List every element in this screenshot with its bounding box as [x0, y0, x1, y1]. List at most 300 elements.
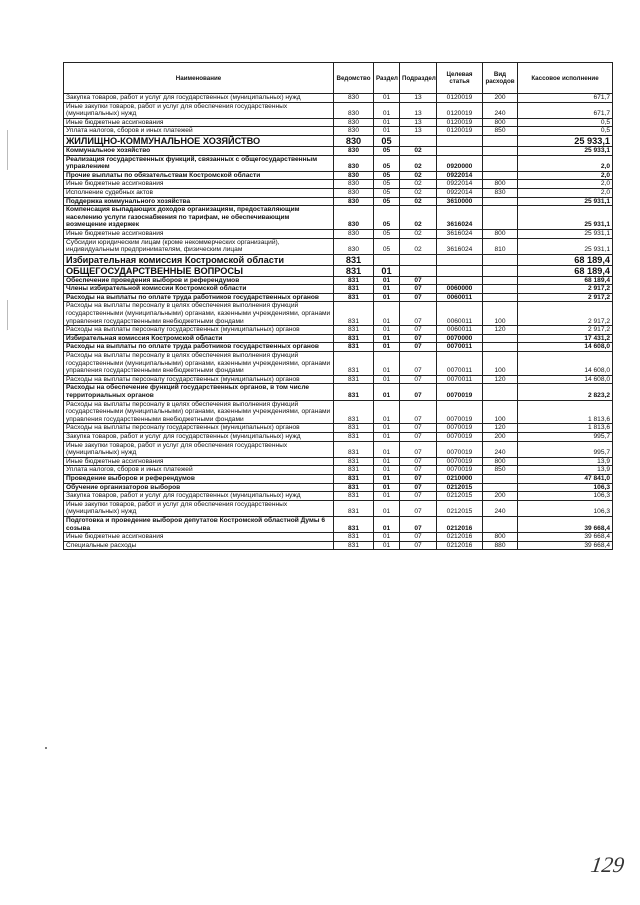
- row-exp-type: 100: [483, 400, 518, 424]
- table-row: [64, 265, 613, 276]
- row-exp-type: [483, 285, 518, 294]
- row-dept: 831: [334, 254, 374, 265]
- table-row: [64, 500, 613, 516]
- row-subsection: 02: [400, 197, 437, 206]
- row-amount: 0,5: [518, 118, 613, 127]
- row-target: 0070019: [437, 466, 483, 475]
- row-target: 0070019: [437, 432, 483, 441]
- row-dept: 831: [334, 352, 374, 376]
- row-target: 0070011: [437, 352, 483, 376]
- row-target: 3616024: [437, 238, 483, 254]
- row-dept: 831: [334, 424, 374, 433]
- row-section: 05: [374, 155, 400, 171]
- row-dept: 831: [334, 384, 374, 400]
- row-subsection: 02: [400, 188, 437, 197]
- row-subsection: 07: [400, 516, 437, 532]
- row-amount: 995,7: [518, 441, 613, 457]
- row-name: Прочие выплаты по обязательствам Костромской области: [64, 171, 334, 180]
- row-section: 05: [374, 146, 400, 155]
- col-header-amount: Кассовое исполнение: [518, 63, 613, 94]
- row-subsection: 07: [400, 474, 437, 483]
- row-section: 01: [374, 533, 400, 542]
- table-row: [64, 102, 613, 118]
- row-amount: 68 189,4: [518, 276, 613, 285]
- row-amount: 25 931,1: [518, 229, 613, 238]
- row-name: Закупка товаров, работ и услуг для государственных (муниципальных) нужд: [64, 492, 334, 501]
- row-section: 01: [374, 276, 400, 285]
- row-name: Иные бюджетные ассигнования: [64, 180, 334, 189]
- row-dept: 831: [334, 285, 374, 294]
- row-subsection: 07: [400, 533, 437, 542]
- row-subsection: 07: [400, 293, 437, 302]
- row-section: 05: [374, 238, 400, 254]
- table-row: [64, 127, 613, 136]
- row-name: Иные закупки товаров, работ и услуг для обеспечения государственных (муниципальных) нужд: [64, 441, 334, 457]
- row-subsection: 07: [400, 424, 437, 433]
- row-dept: 831: [334, 302, 374, 326]
- row-exp-type: [483, 384, 518, 400]
- row-target: [437, 135, 483, 146]
- row-target: 0070011: [437, 375, 483, 384]
- row-name: Уплата налогов, сборов и иных платежей: [64, 466, 334, 475]
- row-name: Реализация государственных функций, связанных с общегосударственным управлением: [64, 155, 334, 171]
- table-row: [64, 466, 613, 475]
- col-header-name: Наименование: [64, 63, 334, 94]
- row-name: Расходы на обеспечение функций государственных органов, в том числе территориальных органов: [64, 384, 334, 400]
- table-row: [64, 492, 613, 501]
- row-name: Расходы на выплаты персоналу в целях обеспечения выполнения функций государственными (муниципальными) органами, казенными учреждениями, органами управления государственными внебюджетными фондами: [64, 400, 334, 424]
- row-exp-type: [483, 254, 518, 265]
- row-dept: 831: [334, 265, 374, 276]
- row-amount: 671,7: [518, 94, 613, 103]
- row-amount: 13,9: [518, 457, 613, 466]
- row-dept: 830: [334, 229, 374, 238]
- row-amount: 995,7: [518, 432, 613, 441]
- row-name: Расходы на выплаты по оплате труда работников государственных органов: [64, 343, 334, 352]
- row-subsection: 07: [400, 492, 437, 501]
- row-amount: 2 917,2: [518, 302, 613, 326]
- row-dept: 830: [334, 206, 374, 230]
- row-exp-type: 120: [483, 375, 518, 384]
- row-name: Коммунальное хозяйство: [64, 146, 334, 155]
- row-exp-type: [483, 206, 518, 230]
- table-row: [64, 293, 613, 302]
- row-dept: 831: [334, 375, 374, 384]
- row-name: Избирательная комиссия Костромской области: [64, 254, 334, 265]
- row-name: Специальные расходы: [64, 541, 334, 550]
- row-subsection: 07: [400, 352, 437, 376]
- row-name: Расходы на выплаты персоналу государственных (муниципальных) органов: [64, 326, 334, 335]
- row-amount: 17 431,2: [518, 334, 613, 343]
- row-target: [437, 265, 483, 276]
- table-row: [64, 188, 613, 197]
- row-target: 0060011: [437, 302, 483, 326]
- row-exp-type: 240: [483, 500, 518, 516]
- margin-mark: [7, 130, 8, 170]
- row-exp-type: [483, 146, 518, 155]
- row-exp-type: 800: [483, 457, 518, 466]
- row-name: Избирательная комиссия Костромской области: [64, 334, 334, 343]
- row-section: 05: [374, 197, 400, 206]
- row-exp-type: 100: [483, 352, 518, 376]
- row-section: 01: [374, 265, 400, 276]
- row-exp-type: 830: [483, 188, 518, 197]
- row-amount: 13,9: [518, 466, 613, 475]
- row-subsection: 02: [400, 171, 437, 180]
- table-row: [64, 254, 613, 265]
- row-exp-type: 850: [483, 466, 518, 475]
- row-exp-type: [483, 265, 518, 276]
- row-exp-type: 200: [483, 432, 518, 441]
- row-amount: 47 841,0: [518, 474, 613, 483]
- row-subsection: 07: [400, 483, 437, 492]
- col-header-exp-type: Вид расходов: [483, 63, 518, 94]
- row-name: Иные бюджетные ассигнования: [64, 118, 334, 127]
- table-row: [64, 302, 613, 326]
- row-target: 0070000: [437, 334, 483, 343]
- table-row: [64, 441, 613, 457]
- row-exp-type: [483, 483, 518, 492]
- row-section: 01: [374, 293, 400, 302]
- row-dept: 831: [334, 334, 374, 343]
- row-dept: 831: [334, 516, 374, 532]
- row-target: 0060000: [437, 285, 483, 294]
- col-header-target: Целевая статья: [437, 63, 483, 94]
- row-target: 0212015: [437, 492, 483, 501]
- row-section: 01: [374, 500, 400, 516]
- row-name: Расходы на выплаты по оплате труда работников государственных органов: [64, 293, 334, 302]
- row-section: 01: [374, 432, 400, 441]
- row-amount: 0,5: [518, 127, 613, 136]
- row-exp-type: [483, 135, 518, 146]
- row-section: 05: [374, 180, 400, 189]
- row-dept: 831: [334, 276, 374, 285]
- row-amount: 68 189,4: [518, 265, 613, 276]
- row-dept: 831: [334, 533, 374, 542]
- row-dept: 831: [334, 483, 374, 492]
- budget-table-sheet: [63, 62, 612, 550]
- row-amount: 25 933,1: [518, 146, 613, 155]
- row-subsection: 13: [400, 118, 437, 127]
- row-target: 0120019: [437, 94, 483, 103]
- table-row: [64, 238, 613, 254]
- row-exp-type: 800: [483, 180, 518, 189]
- row-amount: 2,0: [518, 171, 613, 180]
- col-header-dept: Ведомство: [334, 63, 374, 94]
- row-name: Расходы на выплаты персоналу государственных (муниципальных) органов: [64, 375, 334, 384]
- row-amount: 14 608,0: [518, 343, 613, 352]
- row-name: Иные закупки товаров, работ и услуг для обеспечения государственных (муниципальных) нужд: [64, 102, 334, 118]
- row-target: 0922014: [437, 180, 483, 189]
- row-amount: 2 917,2: [518, 293, 613, 302]
- row-section: 01: [374, 441, 400, 457]
- row-subsection: [400, 254, 437, 265]
- row-exp-type: [483, 334, 518, 343]
- row-exp-type: [483, 516, 518, 532]
- row-dept: 830: [334, 155, 374, 171]
- row-dept: 831: [334, 400, 374, 424]
- row-target: 0070019: [437, 424, 483, 433]
- row-target: 3616024: [437, 206, 483, 230]
- row-subsection: 07: [400, 343, 437, 352]
- row-name: Расходы на выплаты персоналу в целях обеспечения выполнения функций государственными (муниципальными) органами, казенными учреждениями, органами управления государственными внебюджетными фондами: [64, 302, 334, 326]
- table-row: [64, 400, 613, 424]
- row-section: 01: [374, 424, 400, 433]
- table-row: [64, 155, 613, 171]
- row-name: Закупка товаров, работ и услуг для государственных (муниципальных) нужд: [64, 432, 334, 441]
- row-amount: 25 931,1: [518, 238, 613, 254]
- row-exp-type: [483, 343, 518, 352]
- col-header-subsection: Подраздел: [400, 63, 437, 94]
- table-row: [64, 352, 613, 376]
- row-name: Члены избирательной комиссии Костромской области: [64, 285, 334, 294]
- row-subsection: 13: [400, 102, 437, 118]
- row-subsection: 07: [400, 302, 437, 326]
- row-subsection: 13: [400, 94, 437, 103]
- row-dept: 831: [334, 326, 374, 335]
- table-row: [64, 276, 613, 285]
- row-dept: 831: [334, 432, 374, 441]
- row-section: 01: [374, 118, 400, 127]
- row-amount: 14 608,0: [518, 352, 613, 376]
- row-target: [437, 276, 483, 285]
- row-subsection: 07: [400, 441, 437, 457]
- row-subsection: 07: [400, 457, 437, 466]
- row-exp-type: 100: [483, 302, 518, 326]
- row-subsection: 07: [400, 334, 437, 343]
- row-section: 01: [374, 334, 400, 343]
- row-name: ЖИЛИЩНО-КОММУНАЛЬНОЕ ХОЗЯЙСТВО: [64, 135, 334, 146]
- row-name: Расходы на выплаты персоналу государственных (муниципальных) органов: [64, 424, 334, 433]
- row-amount: 14 608,0: [518, 375, 613, 384]
- row-target: 0070019: [437, 384, 483, 400]
- row-amount: 1 813,6: [518, 400, 613, 424]
- table-row: [64, 326, 613, 335]
- row-section: [374, 254, 400, 265]
- row-exp-type: [483, 293, 518, 302]
- row-amount: 106,3: [518, 483, 613, 492]
- table-row: [64, 384, 613, 400]
- row-section: 01: [374, 457, 400, 466]
- row-section: 05: [374, 188, 400, 197]
- row-dept: 830: [334, 94, 374, 103]
- row-section: 01: [374, 102, 400, 118]
- row-subsection: 07: [400, 400, 437, 424]
- page-number: 129: [589, 852, 626, 877]
- row-target: 0212016: [437, 541, 483, 550]
- table-row: [64, 171, 613, 180]
- row-target: [437, 254, 483, 265]
- row-target: 0120019: [437, 102, 483, 118]
- row-subsection: 02: [400, 146, 437, 155]
- row-section: 01: [374, 400, 400, 424]
- row-exp-type: 880: [483, 541, 518, 550]
- row-name: Уплата налогов, сборов и иных платежей: [64, 127, 334, 136]
- row-name: Иные бюджетные ассигнования: [64, 229, 334, 238]
- row-section: 01: [374, 352, 400, 376]
- table-row: [64, 375, 613, 384]
- row-amount: 25 931,1: [518, 206, 613, 230]
- row-subsection: 07: [400, 326, 437, 335]
- row-exp-type: [483, 171, 518, 180]
- row-section: 05: [374, 135, 400, 146]
- row-subsection: [400, 135, 437, 146]
- row-section: 01: [374, 516, 400, 532]
- row-target: 0060011: [437, 326, 483, 335]
- row-section: 01: [374, 343, 400, 352]
- row-target: 3610000: [437, 197, 483, 206]
- row-section: 01: [374, 466, 400, 475]
- row-subsection: 07: [400, 375, 437, 384]
- table-header: [64, 63, 613, 94]
- table-row: [64, 118, 613, 127]
- row-amount: 2,0: [518, 155, 613, 171]
- row-section: 01: [374, 127, 400, 136]
- row-subsection: 07: [400, 541, 437, 550]
- row-section: 01: [374, 94, 400, 103]
- row-amount: 39 668,4: [518, 541, 613, 550]
- row-name: ОБЩЕГОСУДАРСТВЕННЫЕ ВОПРОСЫ: [64, 265, 334, 276]
- row-dept: 830: [334, 146, 374, 155]
- row-target: 0070019: [437, 457, 483, 466]
- row-exp-type: 120: [483, 326, 518, 335]
- row-name: Компенсация выпадающих доходов организациям, предоставляющим населению услуги газоснабжения по тарифам, не обеспечивающим возмещение издержек: [64, 206, 334, 230]
- row-amount: 68 189,4: [518, 254, 613, 265]
- row-amount: 1 813,6: [518, 424, 613, 433]
- table-row: [64, 541, 613, 550]
- row-amount: 2,0: [518, 180, 613, 189]
- row-subsection: 02: [400, 206, 437, 230]
- row-target: 3616024: [437, 229, 483, 238]
- row-amount: 2,0: [518, 188, 613, 197]
- row-exp-type: 240: [483, 441, 518, 457]
- row-exp-type: 800: [483, 229, 518, 238]
- row-amount: 671,7: [518, 102, 613, 118]
- row-section: 01: [374, 384, 400, 400]
- row-name: Поддержка коммунального хозяйства: [64, 197, 334, 206]
- table-row: [64, 457, 613, 466]
- row-name: Обучение организаторов выборов: [64, 483, 334, 492]
- row-dept: 831: [334, 343, 374, 352]
- row-target: 0920000: [437, 155, 483, 171]
- table-body: [64, 94, 613, 550]
- row-amount: 39 668,4: [518, 516, 613, 532]
- table-row: [64, 334, 613, 343]
- row-section: 01: [374, 375, 400, 384]
- row-section: 01: [374, 326, 400, 335]
- row-target: 0120019: [437, 118, 483, 127]
- row-section: 01: [374, 541, 400, 550]
- row-amount: 25 931,1: [518, 197, 613, 206]
- table-row: [64, 94, 613, 103]
- row-exp-type: [483, 276, 518, 285]
- row-exp-type: 200: [483, 94, 518, 103]
- row-section: 01: [374, 474, 400, 483]
- row-subsection: 07: [400, 285, 437, 294]
- row-section: 05: [374, 206, 400, 230]
- table-row: [64, 135, 613, 146]
- row-dept: 831: [334, 492, 374, 501]
- row-target: 0070019: [437, 400, 483, 424]
- row-target: 0212016: [437, 533, 483, 542]
- row-exp-type: 800: [483, 533, 518, 542]
- row-section: 05: [374, 171, 400, 180]
- row-exp-type: [483, 155, 518, 171]
- col-header-section: Раздел: [374, 63, 400, 94]
- row-target: 0922014: [437, 188, 483, 197]
- row-subsection: 07: [400, 432, 437, 441]
- row-target: 0210000: [437, 474, 483, 483]
- row-target: 0922014: [437, 171, 483, 180]
- row-section: 05: [374, 229, 400, 238]
- row-name: Подготовка и проведение выборов депутатов Костромской областной Думы 6 созыва: [64, 516, 334, 532]
- row-dept: 830: [334, 180, 374, 189]
- row-dept: 830: [334, 118, 374, 127]
- budget-execution-table: [63, 62, 613, 550]
- row-subsection: 02: [400, 238, 437, 254]
- row-target: 0212015: [437, 500, 483, 516]
- row-dept: 830: [334, 127, 374, 136]
- row-amount: 2 917,2: [518, 326, 613, 335]
- table-row: [64, 229, 613, 238]
- row-name: Обеспечение проведения выборов и референдумов: [64, 276, 334, 285]
- row-target: 0212015: [437, 483, 483, 492]
- table-row: [64, 483, 613, 492]
- row-exp-type: [483, 197, 518, 206]
- row-dept: 831: [334, 500, 374, 516]
- row-subsection: 02: [400, 180, 437, 189]
- table-row: [64, 516, 613, 532]
- row-amount: 2 917,2: [518, 285, 613, 294]
- row-amount: 106,3: [518, 492, 613, 501]
- row-name: Иные бюджетные ассигнования: [64, 533, 334, 542]
- row-subsection: [400, 265, 437, 276]
- row-subsection: 07: [400, 276, 437, 285]
- table-row: [64, 432, 613, 441]
- row-section: 01: [374, 492, 400, 501]
- row-dept: 830: [334, 197, 374, 206]
- row-subsection: 02: [400, 229, 437, 238]
- row-amount: 39 668,4: [518, 533, 613, 542]
- row-amount: 106,3: [518, 500, 613, 516]
- row-exp-type: 200: [483, 492, 518, 501]
- row-target: 0120019: [437, 127, 483, 136]
- row-section: 01: [374, 483, 400, 492]
- row-dept: 831: [334, 457, 374, 466]
- row-section: 01: [374, 302, 400, 326]
- row-exp-type: 800: [483, 118, 518, 127]
- row-name: Расходы на выплаты персоналу в целях обеспечения выполнения функций государственными (муниципальными) органами, казенными учреждениями, органами управления государственными внебюджетными фондами: [64, 352, 334, 376]
- row-section: 01: [374, 285, 400, 294]
- table-row: [64, 533, 613, 542]
- row-exp-type: 850: [483, 127, 518, 136]
- row-name: Субсидии юридическим лицам (кроме некоммерческих организаций), индивидуальным предпринимателям, физическим лицам: [64, 238, 334, 254]
- row-dept: 831: [334, 466, 374, 475]
- row-subsection: 07: [400, 500, 437, 516]
- row-dept: 830: [334, 135, 374, 146]
- row-dept: 830: [334, 102, 374, 118]
- row-subsection: 02: [400, 155, 437, 171]
- row-subsection: 07: [400, 466, 437, 475]
- row-dept: 831: [334, 541, 374, 550]
- row-name: Иные бюджетные ассигнования: [64, 457, 334, 466]
- row-exp-type: 810: [483, 238, 518, 254]
- row-dept: 831: [334, 474, 374, 483]
- row-target: 0060011: [437, 293, 483, 302]
- row-name: Закупка товаров, работ и услуг для государственных (муниципальных) нужд: [64, 94, 334, 103]
- table-row: [64, 424, 613, 433]
- row-target: 0212016: [437, 516, 483, 532]
